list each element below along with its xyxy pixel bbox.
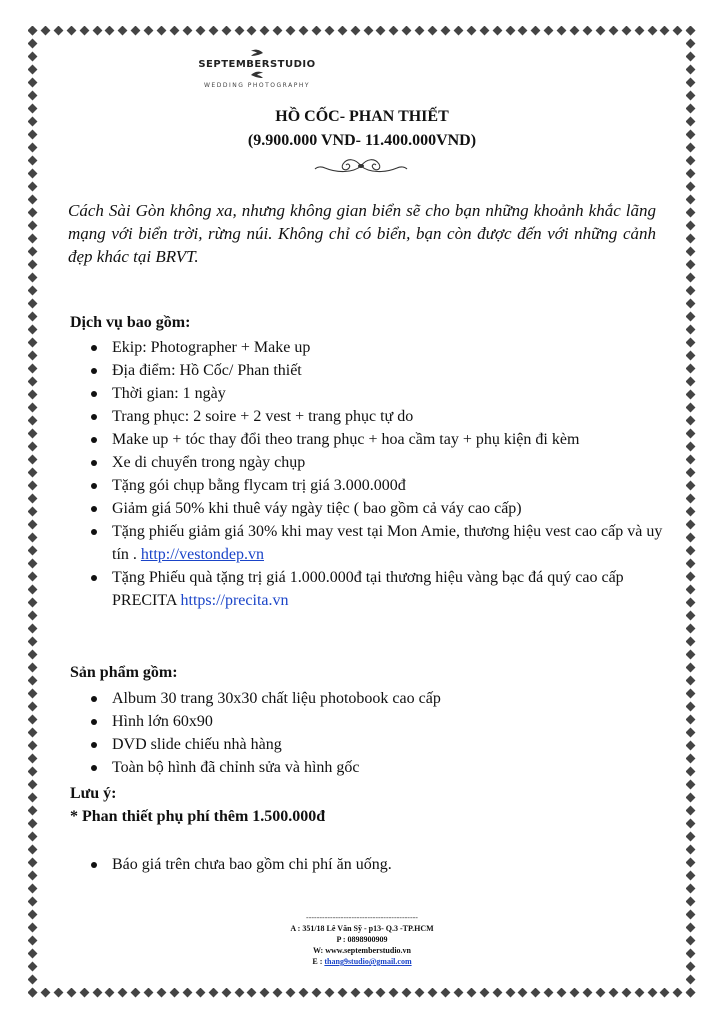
border-diamond [686, 754, 695, 764]
border-diamond [686, 975, 695, 985]
border-diamond [557, 26, 567, 35]
list-item: Make up + tóc thay đổi theo trang phục + hoa cầm tay + phụ kiện đi kèm [88, 428, 668, 451]
border-diamond [28, 234, 37, 244]
border-diamond [505, 26, 515, 35]
border-diamond [686, 247, 695, 257]
border-diamond [234, 988, 244, 997]
border-diamond [28, 910, 37, 920]
border-diamond [273, 26, 283, 35]
border-diamond [686, 312, 695, 322]
note-list [88, 853, 668, 876]
border-diamond [28, 845, 37, 855]
list-item: Ekip: Photographer + Make up [88, 336, 668, 359]
border-diamond [28, 260, 37, 270]
border-diamond [686, 728, 695, 738]
border-diamond [686, 78, 695, 88]
studio-logo [192, 48, 322, 89]
border-diamond [28, 91, 37, 101]
border-diamond [28, 507, 37, 517]
border-diamond [595, 26, 605, 35]
border-diamond [686, 221, 695, 231]
list-item: Album 30 trang 30x30 chất liệu photobook cao cấp [88, 687, 668, 710]
border-diamond [53, 988, 63, 997]
border-diamond [686, 637, 695, 647]
border-diamond [453, 988, 463, 997]
border-diamond [337, 26, 347, 35]
border-diamond [531, 26, 541, 35]
border-diamond [28, 923, 37, 933]
border-diamond [350, 26, 360, 35]
border-diamond [441, 988, 451, 997]
border-diamond [221, 988, 231, 997]
border-diamond [634, 988, 644, 997]
products-list [88, 687, 668, 779]
border-diamond [28, 715, 37, 725]
border-diamond [260, 26, 270, 35]
border-diamond [28, 832, 37, 842]
precita-link[interactable]: https://precita.vn [180, 592, 289, 609]
border-diamond [28, 624, 37, 634]
border-diamond [453, 26, 463, 35]
border-diamond [686, 390, 695, 400]
border-diamond [28, 546, 37, 556]
border-diamond [28, 793, 37, 803]
border-diamond [28, 598, 37, 608]
border-diamond [28, 663, 37, 673]
gift-voucher-text: Tặng Phiếu quà tặng trị giá 1.000.000đ tại thương hiệu vàng bạc đá quý cao cấp PRECITA [112, 569, 624, 609]
border-diamond [118, 26, 128, 35]
border-diamond [28, 208, 37, 218]
list-item: Thời gian: 1 ngày [88, 382, 668, 405]
border-diamond [260, 988, 270, 997]
border-diamond [686, 442, 695, 452]
border-diamond [157, 26, 167, 35]
border-diamond [686, 507, 695, 517]
border-diamond [28, 559, 37, 569]
border-diamond [686, 403, 695, 413]
border-diamond [686, 338, 695, 348]
border-diamond [28, 520, 37, 530]
border-diamond [337, 988, 347, 997]
border-diamond [144, 26, 154, 35]
border-diamond [686, 286, 695, 296]
border-diamond [28, 650, 37, 660]
border-diamond [686, 936, 695, 946]
footer-phone: P : 0898900909 [336, 935, 388, 944]
border-diamond [686, 598, 695, 608]
border-diamond [686, 884, 695, 894]
border-diamond [647, 26, 657, 35]
border-diamond [247, 988, 257, 997]
list-item: DVD slide chiếu nhà hàng [88, 733, 668, 756]
list-item: Toàn bộ hình đã chỉnh sửa và hình gốc [88, 756, 668, 779]
border-diamond [686, 741, 695, 751]
border-diamond [686, 299, 695, 309]
border-diamond [686, 39, 695, 49]
border-diamond [363, 988, 373, 997]
border-diamond [608, 26, 618, 35]
border-diamond [286, 988, 296, 997]
border-diamond [686, 845, 695, 855]
border-diamond [660, 26, 670, 35]
border-diamond [466, 26, 476, 35]
border-diamond [428, 26, 438, 35]
border-diamond [28, 897, 37, 907]
ornament-divider-icon [313, 156, 409, 176]
border-diamond [686, 546, 695, 556]
border-diamond [415, 26, 425, 35]
border-diamond [686, 351, 695, 361]
border-diamond [324, 26, 334, 35]
list-item: Báo giá trên chưa bao gồm chi phí ăn uống. [88, 853, 668, 876]
border-diamond [389, 988, 399, 997]
border-diamond [686, 702, 695, 712]
border-diamond [492, 26, 502, 35]
border-diamond [208, 988, 218, 997]
border-diamond [686, 832, 695, 842]
border-diamond [363, 26, 373, 35]
list-item: Địa điểm: Hồ Cốc/ Phan thiết [88, 359, 668, 382]
border-diamond [28, 364, 37, 374]
border-diamond [28, 780, 37, 790]
list-item [88, 520, 668, 566]
border-diamond [570, 26, 580, 35]
border-diamond [28, 390, 37, 400]
border-diamond [28, 767, 37, 777]
border-diamond [621, 988, 631, 997]
border-diamond [28, 884, 37, 894]
border-diamond [686, 572, 695, 582]
border-diamond [686, 26, 695, 35]
border-diamond [557, 988, 567, 997]
border-diamond [647, 988, 657, 997]
border-diamond [686, 273, 695, 283]
border-diamond [686, 416, 695, 426]
border-diamond [544, 988, 554, 997]
price-range: (9.900.000 VND- 11.400.000VND) [247, 132, 477, 149]
border-diamond [686, 559, 695, 569]
intro-paragraph: Cách Sài Gòn không xa, nhưng không gian biển sẽ cho bạn những khoảnh khắc lãng mạng với biển trời, rừng núi. Không chỉ có biển, bạn còn được đến với những cảnh đẹp khác tại BRVT. [68, 201, 656, 266]
contact-footer [252, 912, 472, 967]
border-diamond [686, 91, 695, 101]
note-heading: Lưu ý: [70, 785, 117, 802]
border-diamond [660, 988, 670, 997]
border-diamond [544, 26, 554, 35]
border-diamond [686, 65, 695, 75]
border-diamond [28, 585, 37, 595]
border-diamond [28, 572, 37, 582]
border-diamond [311, 26, 321, 35]
vest-voucher-text: Tặng phiếu giảm giá 30% khi may vest tại Mon Amie, thương hiệu vest cao cấp và uy tín . [112, 523, 663, 563]
border-diamond [28, 247, 37, 257]
border-diamond [376, 26, 386, 35]
border-diamond [28, 949, 37, 959]
border-diamond [28, 429, 37, 439]
border-diamond [28, 299, 37, 309]
border-diamond [686, 195, 695, 205]
border-diamond [66, 988, 76, 997]
border-diamond [28, 338, 37, 348]
page-title: HỒ CỐC- PHAN THIẾT [275, 108, 449, 125]
border-diamond [66, 26, 76, 35]
border-diamond [686, 910, 695, 920]
border-diamond [686, 325, 695, 335]
list-item: Tặng gói chụp bằng flycam trị giá 3.000.000đ [88, 474, 668, 497]
border-diamond [28, 273, 37, 283]
border-diamond [402, 26, 412, 35]
border-diamond [28, 819, 37, 829]
border-diamond [686, 767, 695, 777]
border-diamond [350, 988, 360, 997]
border-diamond [28, 65, 37, 75]
border-diamond [221, 26, 231, 35]
border-diamond [686, 494, 695, 504]
border-diamond [273, 988, 283, 997]
border-diamond [53, 26, 63, 35]
border-diamond [686, 871, 695, 881]
border-diamond [686, 169, 695, 179]
border-diamond [92, 988, 102, 997]
border-diamond [28, 416, 37, 426]
border-diamond [570, 988, 580, 997]
border-diamond [686, 819, 695, 829]
border-diamond [28, 169, 37, 179]
border-diamond [182, 988, 192, 997]
surcharge-note: * Phan thiết phụ phí thêm 1.500.000đ [70, 808, 326, 825]
border-diamond [686, 650, 695, 660]
border-diamond [105, 988, 115, 997]
border-diamond [686, 949, 695, 959]
border-diamond [40, 26, 50, 35]
border-diamond [28, 195, 37, 205]
vestondep-link[interactable]: http://vestondep.vn [140, 546, 264, 563]
border-diamond [686, 780, 695, 790]
border-diamond [92, 26, 102, 35]
border-diamond [28, 468, 37, 478]
border-diamond [389, 26, 399, 35]
border-diamond [686, 585, 695, 595]
border-diamond [621, 26, 631, 35]
border-diamond [28, 975, 37, 985]
border-diamond [686, 234, 695, 244]
border-diamond [28, 702, 37, 712]
list-item: Trang phục: 2 soire + 2 vest + trang phục tự do [88, 405, 668, 428]
border-diamond [28, 936, 37, 946]
border-diamond [247, 26, 257, 35]
services-heading: Dịch vụ bao gồm: [70, 314, 191, 331]
border-diamond [686, 156, 695, 166]
border-diamond [673, 988, 683, 997]
border-diamond [28, 611, 37, 621]
border-diamond [686, 793, 695, 803]
border-diamond [28, 689, 37, 699]
border-diamond [686, 468, 695, 478]
border-diamond [686, 182, 695, 192]
border-diamond [686, 455, 695, 465]
border-diamond [531, 988, 541, 997]
footer-address: A : 351/18 Lê Văn Sỹ - p13- Q.3 -TP.HCM [290, 924, 434, 933]
border-diamond [28, 39, 37, 49]
border-diamond [505, 988, 515, 997]
border-diamond [28, 741, 37, 751]
border-diamond [28, 481, 37, 491]
border-diamond [28, 455, 37, 465]
brand-tagline: WEDDING PHOTOGRAPHY [204, 82, 310, 89]
border-diamond [28, 377, 37, 387]
border-diamond [441, 26, 451, 35]
left-wing-icon [250, 48, 264, 58]
border-diamond [299, 988, 309, 997]
border-diamond [686, 520, 695, 530]
border-diamond [28, 26, 37, 35]
border-diamond [324, 988, 334, 997]
border-diamond [595, 988, 605, 997]
border-diamond [686, 962, 695, 972]
border-diamond [479, 988, 489, 997]
list-item: Xe di chuyển trong ngày chụp [88, 451, 668, 474]
border-diamond [28, 806, 37, 816]
border-diamond [608, 988, 618, 997]
border-diamond [686, 624, 695, 634]
border-diamond [686, 806, 695, 816]
border-diamond [28, 494, 37, 504]
border-diamond [415, 988, 425, 997]
border-diamond [299, 26, 309, 35]
border-diamond [402, 988, 412, 997]
border-diamond [28, 754, 37, 764]
border-diamond [686, 897, 695, 907]
border-diamond [583, 988, 593, 997]
border-diamond [131, 26, 141, 35]
border-diamond [634, 26, 644, 35]
list-item: Giảm giá 50% khi thuê váy ngày tiệc ( bao gồm cả váy cao cấp) [88, 497, 668, 520]
border-diamond [28, 325, 37, 335]
border-diamond [28, 962, 37, 972]
border-diamond [479, 26, 489, 35]
border-diamond [182, 26, 192, 35]
border-diamond [686, 377, 695, 387]
footer-rule: ------------------------------------------ [306, 913, 418, 922]
border-diamond [208, 26, 218, 35]
footer-email-link[interactable]: thang9studio@gmail.com [324, 957, 412, 966]
border-diamond [28, 221, 37, 231]
border-diamond [157, 988, 167, 997]
footer-website: W: www.septemberstudio.vn [312, 946, 411, 955]
border-diamond [466, 988, 476, 997]
border-diamond [144, 988, 154, 997]
border-diamond [492, 988, 502, 997]
right-wing-icon [250, 70, 264, 80]
border-diamond [28, 78, 37, 88]
border-diamond [518, 988, 528, 997]
brand-name: SEPTEMBERSTUDIO [198, 59, 316, 70]
border-diamond [28, 858, 37, 868]
border-diamond [686, 663, 695, 673]
border-diamond [28, 676, 37, 686]
border-diamond [686, 858, 695, 868]
footer-email-label: E : [312, 957, 325, 966]
border-diamond [686, 611, 695, 621]
border-diamond [428, 988, 438, 997]
border-diamond [79, 26, 89, 35]
border-diamond [28, 156, 37, 166]
border-diamond [28, 728, 37, 738]
border-diamond [28, 182, 37, 192]
border-diamond [311, 988, 321, 997]
border-diamond [286, 26, 296, 35]
list-item: Hình lớn 60x90 [88, 710, 668, 733]
border-diamond [105, 26, 115, 35]
border-diamond [686, 52, 695, 62]
border-diamond [28, 988, 37, 998]
border-diamond [686, 923, 695, 933]
border-diamond [118, 988, 128, 997]
border-diamond [28, 312, 37, 322]
border-diamond [673, 26, 683, 35]
products-heading: Sản phẩm gồm: [70, 664, 178, 681]
border-diamond [28, 637, 37, 647]
border-diamond [686, 429, 695, 439]
border-diamond [686, 676, 695, 686]
border-diamond [28, 442, 37, 452]
border-diamond [28, 403, 37, 413]
list-item [88, 566, 668, 612]
border-diamond [686, 364, 695, 374]
border-diamond [686, 689, 695, 699]
border-diamond [28, 286, 37, 296]
services-list [88, 336, 668, 612]
border-diamond [686, 481, 695, 491]
border-diamond [170, 26, 180, 35]
border-diamond [28, 533, 37, 543]
border-diamond [686, 208, 695, 218]
border-diamond [28, 351, 37, 361]
border-diamond [195, 26, 205, 35]
border-diamond [79, 988, 89, 997]
border-diamond [170, 988, 180, 997]
border-diamond [40, 988, 50, 997]
border-diamond [28, 52, 37, 62]
border-diamond [234, 26, 244, 35]
border-diamond [686, 715, 695, 725]
border-diamond [195, 988, 205, 997]
border-diamond [686, 533, 695, 543]
border-diamond [518, 26, 528, 35]
border-diamond [376, 988, 386, 997]
border-diamond [686, 988, 695, 998]
border-diamond [131, 988, 141, 997]
border-diamond [28, 871, 37, 881]
border-diamond [583, 26, 593, 35]
border-diamond [686, 260, 695, 270]
